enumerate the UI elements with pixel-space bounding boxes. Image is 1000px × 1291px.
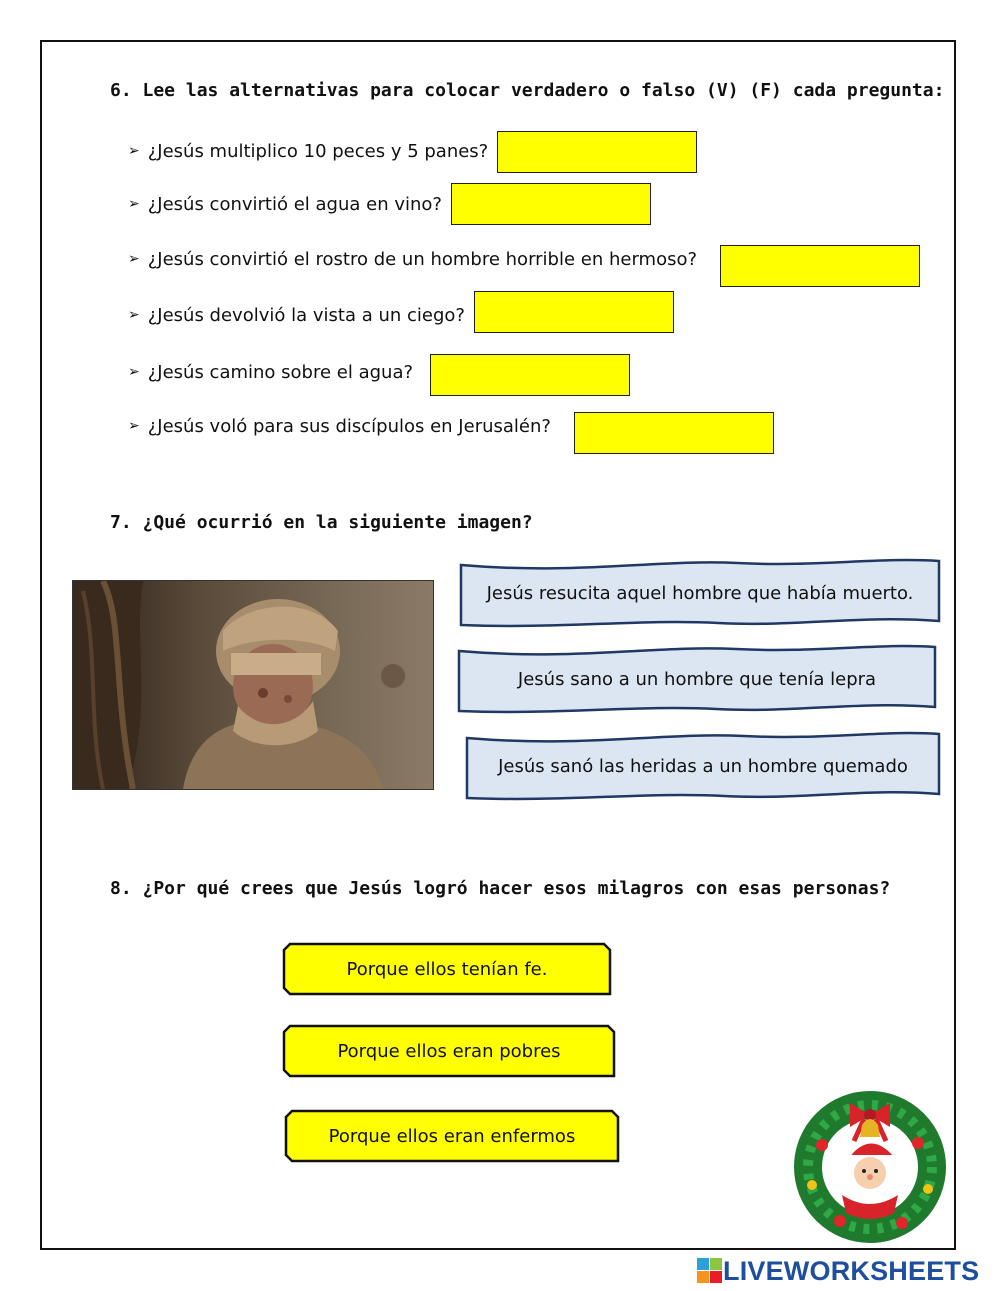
tf-question: ¿Jesús camino sobre el agua?: [147, 361, 414, 383]
image-option-2[interactable]: [456, 643, 938, 715]
tf-answer-box-3[interactable]: [720, 245, 920, 287]
option-label: Porque ellos tenían fe.: [346, 958, 548, 980]
tf-question: ¿Jesús multiplico 10 peces y 5 panes?: [147, 140, 489, 162]
bandaged-man-photo: [72, 580, 434, 790]
liveworksheets-logo-icon: [697, 1258, 723, 1284]
image-option-1[interactable]: [458, 557, 942, 629]
reason-option-3[interactable]: [284, 1109, 620, 1163]
tf-item-4: [128, 293, 465, 337]
tf-item-3: [128, 237, 697, 281]
option-label: Jesús resucita aquel hombre que había muerto.: [486, 582, 914, 604]
arrow-bullet-icon: ➢: [128, 143, 140, 159]
question-6-title: 6. Lee las alternativas para colocar verdadero o falso (V) (F) cada pregunta:: [110, 80, 945, 101]
arrow-bullet-icon: ➢: [128, 307, 140, 323]
option-label: Porque ellos eran pobres: [337, 1040, 561, 1062]
tf-answer-box-5[interactable]: [430, 354, 630, 396]
tf-item-2: [128, 182, 442, 226]
tf-question: ¿Jesús convirtió el rostro de un hombre horrible en hermoso?: [147, 248, 698, 270]
arrow-bullet-icon: ➢: [128, 251, 140, 267]
tf-answer-box-4[interactable]: [474, 291, 674, 333]
christmas-wreath-santa-icon: [790, 1085, 950, 1245]
tf-question: ¿Jesús voló para sus discípulos en Jerusalén?: [147, 415, 551, 437]
reason-option-1[interactable]: [282, 942, 612, 996]
liveworksheets-logo: [697, 1256, 979, 1286]
arrow-bullet-icon: ➢: [128, 418, 140, 434]
logo-text: LIVEWORKSHEETS: [723, 1255, 980, 1286]
tf-question: ¿Jesús devolvió la vista a un ciego?: [147, 304, 465, 326]
tf-question: ¿Jesús convirtió el agua en vino?: [147, 193, 442, 215]
question-7-title: 7. ¿Qué ocurrió en la siguiente imagen?: [110, 512, 533, 533]
tf-answer-box-1[interactable]: [497, 131, 697, 173]
option-label: Porque ellos eran enfermos: [328, 1125, 576, 1147]
tf-item-6: [128, 404, 551, 448]
tf-answer-box-2[interactable]: [451, 183, 651, 225]
arrow-bullet-icon: ➢: [128, 196, 140, 212]
reason-option-2[interactable]: [282, 1024, 616, 1078]
image-option-3[interactable]: [464, 730, 942, 802]
arrow-bullet-icon: ➢: [128, 364, 140, 380]
question-8-title: 8. ¿Por qué crees que Jesús logró hacer esos milagros con esas personas?: [110, 878, 891, 899]
tf-answer-box-6[interactable]: [574, 412, 774, 454]
tf-item-1: [128, 129, 488, 173]
tf-item-5: [128, 350, 413, 394]
option-label: Jesús sanó las heridas a un hombre quemado: [498, 755, 908, 777]
option-label: Jesús sano a un hombre que tenía lepra: [517, 668, 877, 690]
